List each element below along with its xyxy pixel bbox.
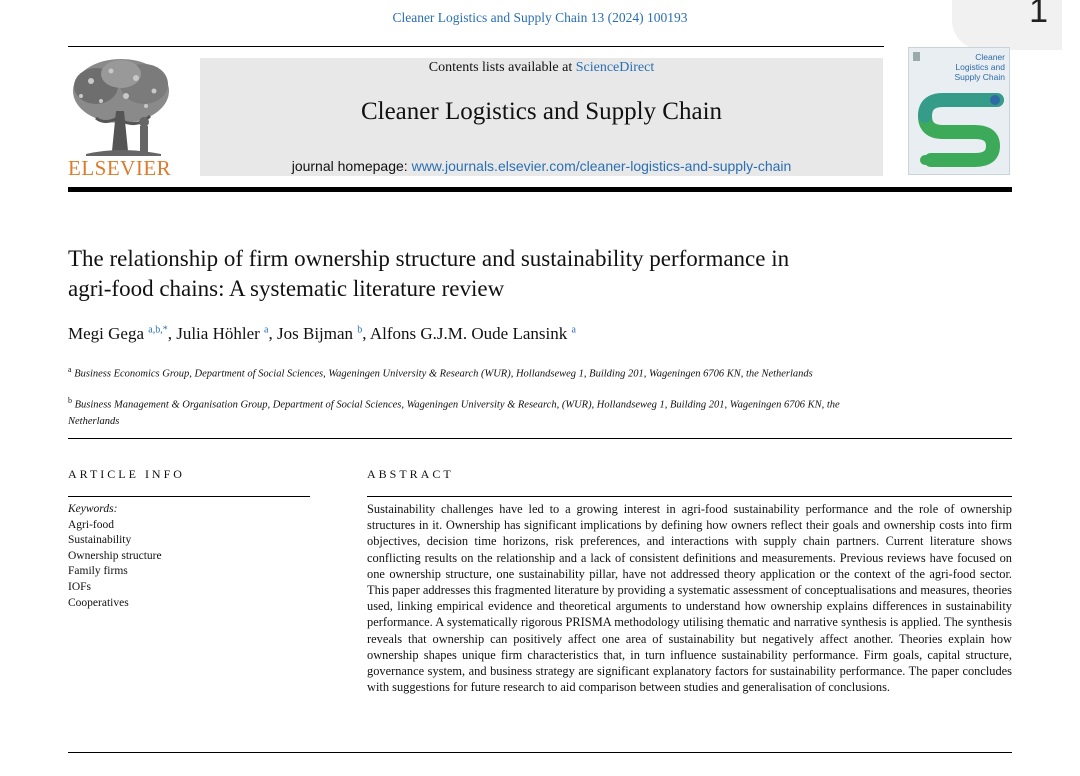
cover-s-graphic xyxy=(909,48,1009,174)
author-list: Megi Gega $^{a,b,*}$, Julia Höhler $^a$, Jos Bijman $^b$, Alfons G.J.M. Oude Lansink $^a$ xyxy=(68,324,576,343)
journal-cover-thumbnail[interactable] xyxy=(908,47,1010,175)
author-name[interactable]: Alfons G.J.M. Oude Lansink xyxy=(369,324,568,343)
keywords-block xyxy=(68,502,162,611)
header-rule xyxy=(68,46,884,47)
keyword: Sustainability xyxy=(68,534,132,547)
author-name[interactable]: Megi Gega xyxy=(68,324,145,343)
journal-homepage xyxy=(200,158,883,174)
cover-title-line: Supply Chain xyxy=(954,72,1005,82)
author-affil-mark[interactable]: b xyxy=(357,324,363,336)
masthead-rule xyxy=(68,187,1012,192)
homepage-link[interactable]: www.journals.elsevier.com/cleaner-logistics-and-supply-chain xyxy=(411,158,792,174)
affiliation-a xyxy=(68,362,888,383)
affiliation-mark: a xyxy=(68,365,72,374)
keyword: Ownership structure xyxy=(68,549,162,562)
keyword: IOFs xyxy=(68,580,92,593)
author-affil-mark[interactable]: a xyxy=(264,324,269,336)
elsevier-wordmark: ELSEVIER xyxy=(68,156,172,180)
contents-line xyxy=(200,60,883,76)
homepage-prefix: journal homepage: xyxy=(291,158,412,174)
cover-title-line: Cleaner xyxy=(975,52,1005,62)
page-number: 1 xyxy=(952,0,1062,50)
journal-title: Cleaner Logistics and Supply Chain xyxy=(360,98,723,125)
journal-citation[interactable] xyxy=(0,10,1080,26)
affiliation-text: Business Economics Group, Department of Social Sciences, Wageningen University & Research (WUR), Hollandseweg 1, Building 201, Wageningen 6706 KN, the Netherlands xyxy=(74,368,813,380)
article-info-heading: ARTICLE INFO xyxy=(68,467,185,481)
keyword: Agri-food xyxy=(68,518,114,531)
affiliation-mark: b xyxy=(68,396,72,405)
affiliation-b xyxy=(68,393,888,430)
keyword: Cooperatives xyxy=(68,596,129,609)
abstract-rule xyxy=(367,496,1012,497)
section-rule xyxy=(68,438,1012,439)
bottom-rule xyxy=(68,752,1012,753)
abstract-heading: ABSTRACT xyxy=(367,467,454,481)
cover-title-line: Logistics and xyxy=(955,62,1005,72)
author-name[interactable]: Julia Höhler xyxy=(176,324,260,343)
article-info-rule xyxy=(68,496,310,497)
contents-prefix: Contents lists available at xyxy=(428,60,576,75)
author-affil-mark[interactable]: a,b,* xyxy=(148,324,168,336)
sciencedirect-link[interactable]: ScienceDirect xyxy=(575,60,655,75)
article-title: The relationship of firm ownership structure and sustainability performance in agri-food chains: A systematic literature review xyxy=(68,246,790,301)
keywords-label: Keywords: xyxy=(68,503,118,515)
affiliation-text: Business Management & Organisation Group, Department of Social Sciences, Wageningen University & Research, (WUR), Hollandseweg 1, Building 201, Wageningen 6706 KN, the Netherlands xyxy=(68,399,840,427)
author-name[interactable]: Jos Bijman xyxy=(277,324,354,343)
keyword: Family firms xyxy=(68,565,128,578)
citation-link[interactable]: Cleaner Logistics and Supply Chain 13 (2024) 100193 xyxy=(392,10,688,25)
author-affil-mark[interactable]: a xyxy=(571,324,576,336)
abstract-text: Sustainability challenges have led to a growing interest in agri-food sustainability performance and the role of ownership structures in it. Ownership has significant implications by defining how owners reflect their goals and ownership costs into firm objectives, decision time horizons, risk preferences, and interactions with supply chain partners. Current literature shows conflicting results on the relationship and a lack of consistent definitions and measurements. Previous reviews have focused on one ownership structure, one sustainability pillar, have not addressed theory application or the context of the agri-food sector. This paper addresses this fragmented literature by providing a systematic assessment of conceptualisations and measures, theories used, linking empirical evidence and theoretical arguments to understand how ownership explains differences in sustainability performance. A systematically rigorous PRISMA methodology utilising thematic and narrative synthesis is applied. The synthesis reveals that ownership can positively affect one area of sustainability but negatively affect another. Theories explain how ownership shapes unique firm characteristics that, in turn influence sustainability performance. Firm goals, capital structure, governance system, and business strategy are significant explanatory factors for sustainability performance. The paper concludes with suggestions for future research to aid comparison between studies and generalisation of conclusions. xyxy=(367,502,1012,695)
